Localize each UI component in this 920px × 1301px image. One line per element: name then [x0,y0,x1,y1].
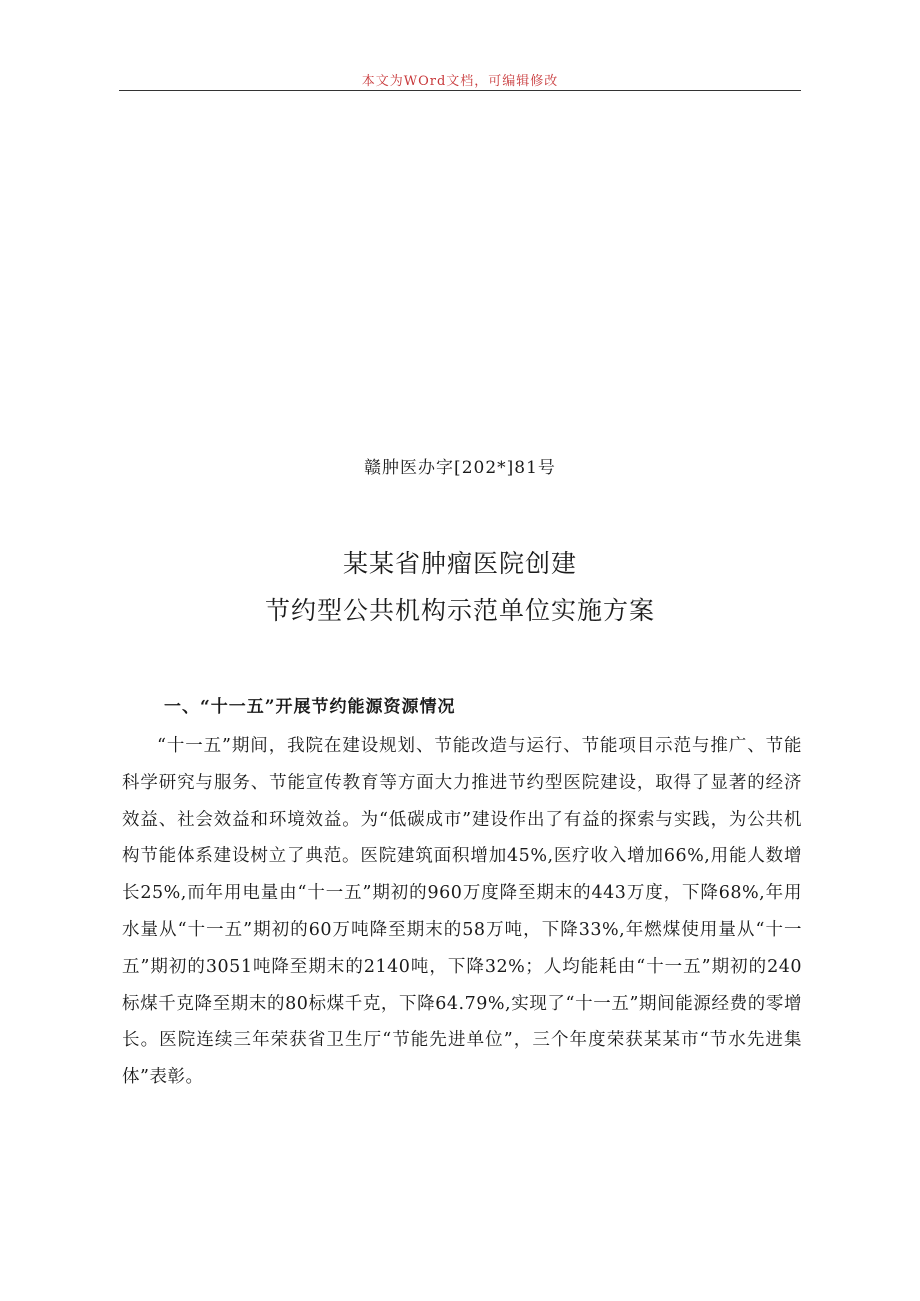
document-title-line-1: 某某省肿瘤医院创建 [342,549,577,578]
header-note: 本文为WOrd文档，可编辑修改 [361,74,559,89]
document-number: 赣肿医办字[202*]81号 [364,458,556,478]
section-heading: 一、“十一五”开展节约能源资源情况 [164,697,456,717]
section-paragraph: “十一五”期间，我院在建设规划、节能改造与运行、节能项目示范与推广、节能科学研究与服务、节能宣传教育等方面大力推进节约型医院建设，取得了显著的经济效益、社会效益和环境效益。为“低碳成市”建设作出了有益的探索与实践，为公共机构节能体系建设树立了典范。医院建筑面积增加45%,医疗收入增加66%,用能人数增长25%,而年用电量由“十一五”期初的960万度降至期末的443万度，下降68%,年用水量从“十一五”期初的60万吨降至期末的58万吨，下降33%,年燃煤使用量从“十一五”期初的3051吨降至期末的2140吨，下降32%；人均能耗由“十一五”期初的240标煤千克降至期末的80标煤千克，下降64.79%,实现了“十一五”期间能源经费的零增长。医院连续三年荣获省卫生厅“节能先进单位”，三个年度荣获某某市“节水先进集体”表彰。 [122,736,802,1088]
document-title-line-2: 节约型公共机构示范单位实施方案 [264,596,655,625]
header-divider [119,90,801,91]
